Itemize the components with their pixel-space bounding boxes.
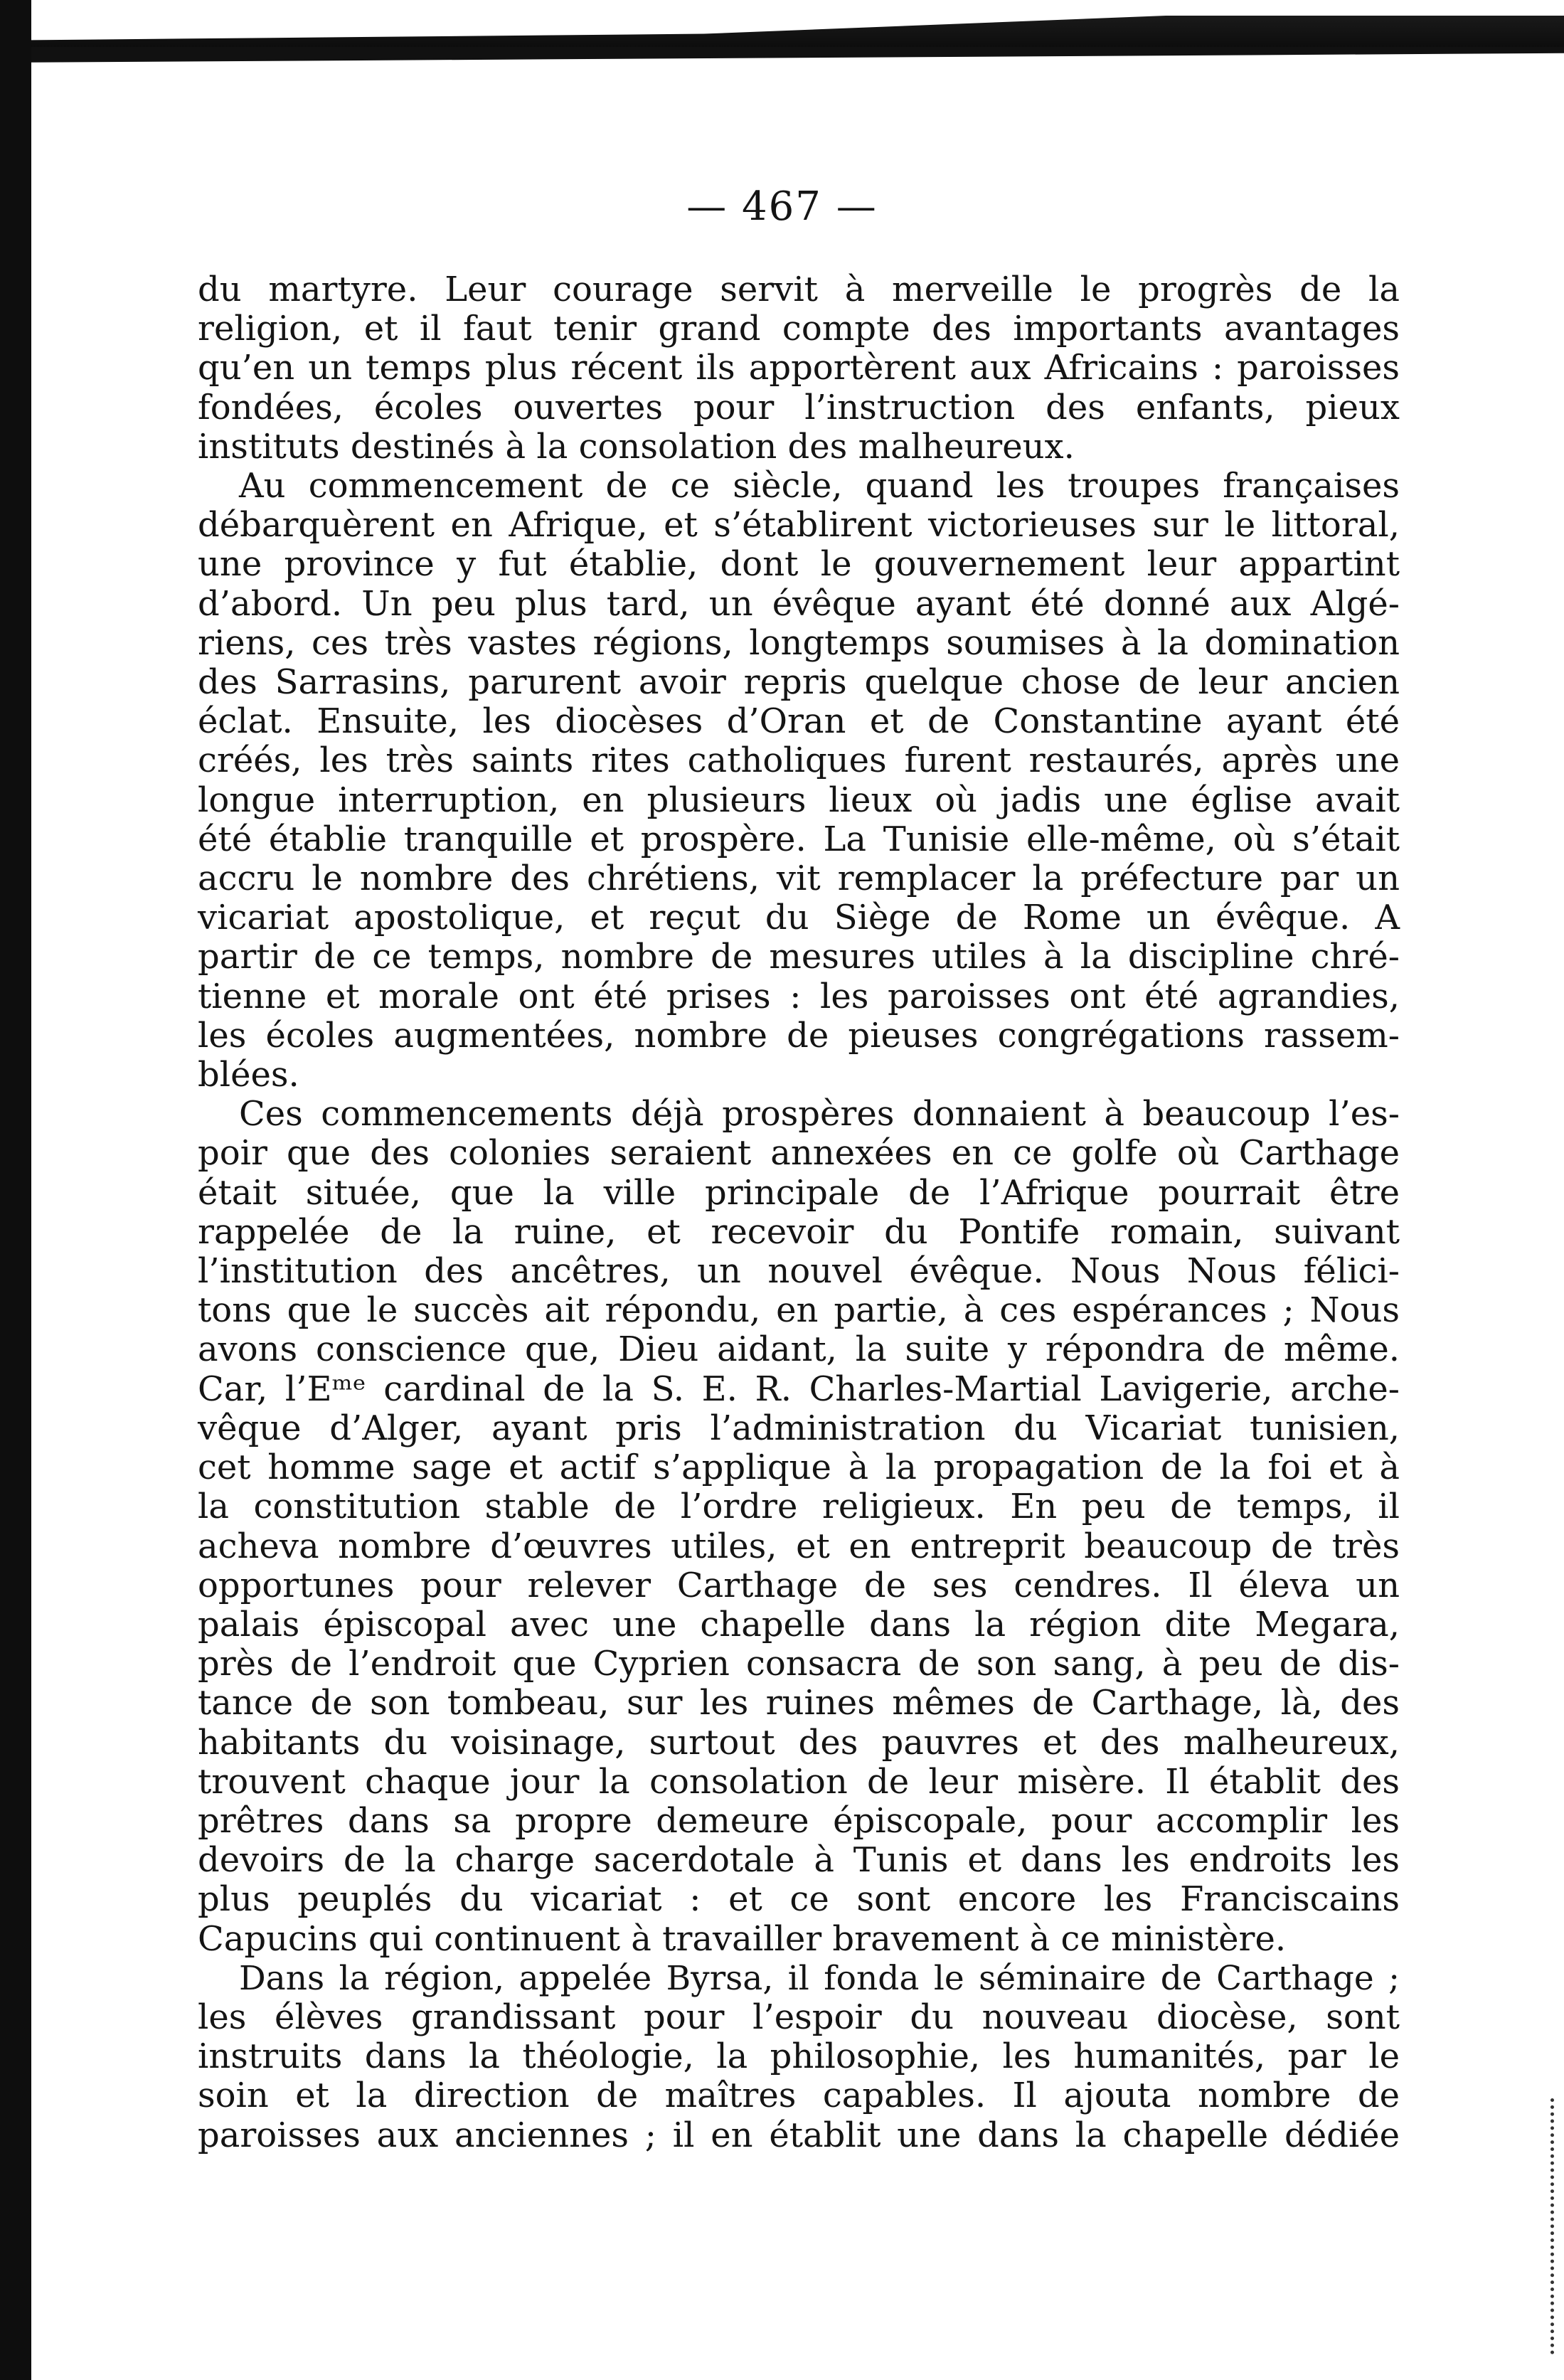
text-line: Ces commencements déjà prospères donnaient à beaucoup l’es- (239, 1094, 1400, 1135)
scan-edge-top-strip (0, 47, 1564, 63)
text-line: été établie tranquille et prospère. La Tunisie elle-même, où s’était (198, 819, 1400, 859)
text-line: d’abord. Un peu plus tard, un évêque ayant été donné aux Algé- (198, 583, 1400, 624)
text-line: plus peuplés du vicariat : et ce sont encore les Franciscains (198, 1879, 1400, 1920)
scan-edge-left (0, 0, 31, 2380)
text-line: habitants du voisinage, surtout des pauvres et des malheureux, (198, 1722, 1400, 1763)
text-line: vicariat apostolique, et reçut du Siège de Rome un évêque. A (198, 898, 1400, 938)
text-line: des Sarrasins, parurent avoir repris quelque chose de leur ancien (198, 662, 1400, 703)
text-line: les élèves grandissant pour l’espoir du nouveau diocèse, sont (198, 1997, 1400, 2037)
text-line: Au commencement de ce siècle, quand les troupes françaises (239, 466, 1400, 506)
text-line: Dans la région, appelée Byrsa, il fonda le séminaire de Carthage ; (239, 1958, 1400, 1998)
text-line: les écoles augmentées, nombre de pieuses congrégations rassem- (198, 1015, 1400, 1056)
text-line: tons que le succès ait répondu, en partie, à ces espérances ; Nous (198, 1290, 1400, 1331)
text-line: acheva nombre d’œuvres utiles, et en entreprit beaucoup de très (198, 1526, 1400, 1566)
text-line: débarquèrent en Afrique, et s’établirent victorieuses sur le littoral, (198, 505, 1400, 546)
text-line: opportunes pour relever Carthage de ses cendres. Il éleva un (198, 1565, 1400, 1605)
text-line: rappelée de la ruine, et recevoir du Pontife romain, suivant (198, 1211, 1400, 1252)
text-line: du martyre. Leur courage servit à merveille le progrès de la (198, 270, 1400, 309)
text-line: accru le nombre des chrétiens, vit remplacer la préfecture par un (198, 859, 1400, 899)
text-line: soin et la direction de maîtres capables. Il ajouta nombre de (198, 2076, 1400, 2116)
text-line: éclat. Ensuite, les diocèses d’Oran et de Constantine ayant été (198, 701, 1400, 742)
text-line: devoirs de la charge sacerdotale à Tunis et dans les endroits les (198, 1840, 1400, 1881)
text-line: tienne et morale ont été prises : les paroisses ont été agrandies, (198, 976, 1400, 1016)
text-line: l’institution des ancêtres, un nouvel évêque. Nous Nous félici- (198, 1251, 1400, 1292)
text-line: cet homme sage et actif s’applique à la propagation de la foi et à (198, 1447, 1400, 1488)
text-line: paroisses aux anciennes ; il en établit une dans la chapelle dédiée (198, 2115, 1400, 2155)
scan-edge-right-marks (1550, 2098, 1558, 2354)
text-line: riens, ces très vastes régions, longtemps soumises à la domination (198, 622, 1400, 663)
text-line: Capucins qui continuent à travailler bravement à ce ministère. (198, 1918, 1287, 1959)
text-line: blées. (198, 1055, 299, 1095)
text-line: créés, les très saints rites catholiques furent restaurés, après une (198, 740, 1400, 781)
text-line: religion, et il faut tenir grand compte des importants avantages (198, 309, 1400, 349)
scan-edge-top (0, 0, 1564, 47)
text-line: qu’en un temps plus récent ils apportèrent aux Africains : paroisses (198, 348, 1400, 388)
text-line: une province y fut établie, dont le gouvernement leur appartint (198, 544, 1400, 585)
text-line: Car, l’Eᵐᵉ cardinal de la S. E. R. Charles-Martial Lavigerie, arche- (198, 1369, 1400, 1409)
text-line: trouvent chaque jour la consolation de leur misère. Il établit des (198, 1761, 1400, 1802)
text-line: longue interruption, en plusieurs lieux où jadis une église avait (198, 780, 1400, 820)
text-line: près de l’endroit que Cyprien consacra de son sang, à peu de dis- (198, 1644, 1400, 1684)
text-line: était située, que la ville principale de l’Afrique pourrait être (198, 1172, 1400, 1213)
text-line: prêtres dans sa propre demeure épiscopale, pour accomplir les (198, 1800, 1400, 1841)
text-line: palais épiscopal avec une chapelle dans la région dite Megara, (198, 1604, 1400, 1645)
text-line: tance de son tombeau, sur les ruines mêmes de Carthage, là, des (198, 1683, 1400, 1723)
text-line: la constitution stable de l’ordre religieux. En peu de temps, il (198, 1487, 1400, 1527)
text-line: partir de ce temps, nombre de mesures utiles à la discipline chré- (198, 937, 1400, 977)
text-line: vêque d’Alger, ayant pris l’administration du Vicariat tunisien, (198, 1408, 1400, 1448)
page-number: — 467 — (686, 184, 878, 230)
text-line: avons conscience que, Dieu aidant, la suite y répondra de même. (198, 1329, 1400, 1370)
text-line: poir que des colonies seraient annexées en ce golfe où Carthage (198, 1133, 1400, 1174)
body-text (198, 270, 1400, 2155)
text-line: instituts destinés à la consolation des malheureux. (198, 426, 1075, 467)
text-line: instruits dans la théologie, la philosophie, les humanités, par le (198, 2036, 1400, 2077)
text-line: fondées, écoles ouvertes pour l’instruction des enfants, pieux (198, 387, 1400, 427)
